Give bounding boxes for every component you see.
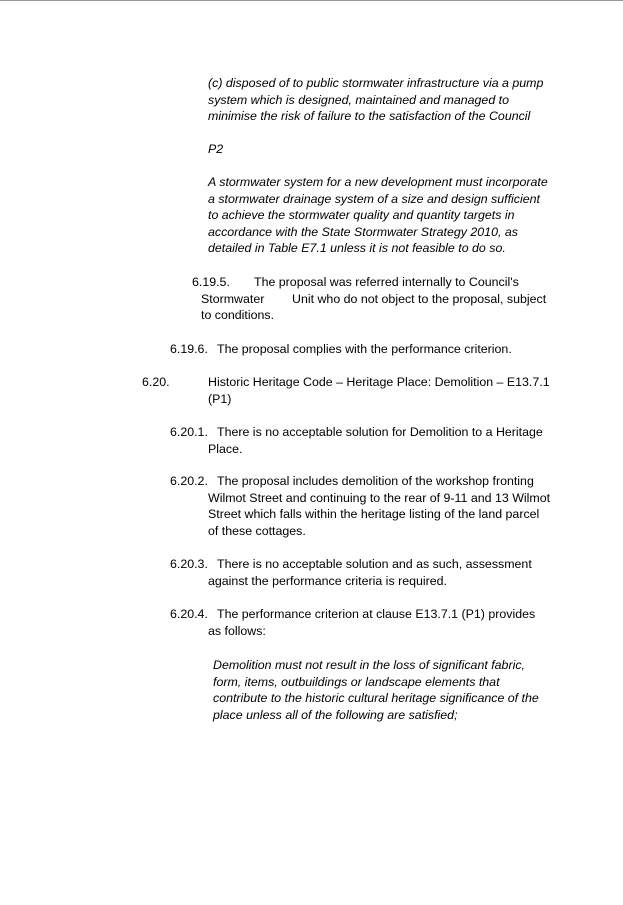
paragraph-6-20-4 bbox=[0, 606, 623, 640]
paragraph-line: as follows: bbox=[208, 623, 266, 638]
quote-line: place unless all of the following are satisfied; bbox=[213, 707, 458, 722]
paragraph-6-19-5 bbox=[0, 274, 623, 324]
quote-line: form, items, outbuildings or landscape elements that bbox=[213, 674, 500, 689]
paragraph-line: Street which falls within the heritage listing of the land parcel bbox=[208, 507, 540, 521]
paragraph-number: 6.19.5. bbox=[192, 275, 230, 289]
section-6-20 bbox=[0, 374, 623, 408]
paragraph-number: 6.20.4. bbox=[170, 607, 208, 621]
paragraph-line: The proposal was referred internally to Council's bbox=[254, 275, 519, 289]
quote-line: minimise the risk of failure to the satisfaction of the Council bbox=[208, 109, 531, 123]
quote-p2-text bbox=[208, 174, 548, 257]
paragraph-line: Place. bbox=[208, 441, 243, 456]
paragraph-number: 6.20.1. bbox=[170, 425, 208, 439]
paragraph-number: 6.20.3. bbox=[170, 557, 208, 571]
paragraph-line: The proposal includes demolition of the workshop fronting bbox=[217, 474, 534, 488]
page-top-border bbox=[0, 0, 623, 1]
section-title-cont: (P1) bbox=[208, 391, 232, 406]
paragraph-6-19-6 bbox=[0, 341, 623, 359]
paragraph-line: The performance criterion at clause E13.7.1 (P1) provides bbox=[217, 607, 536, 621]
quote-p2-label: P2 bbox=[208, 142, 224, 156]
section-number: 6.20. bbox=[142, 375, 170, 389]
quote-line: system which is designed, maintained and managed to bbox=[208, 92, 509, 107]
quote-line: A stormwater system for a new development must incorporate bbox=[208, 175, 548, 189]
paragraph-word: Stormwater bbox=[201, 291, 265, 306]
paragraph-6-20-2 bbox=[0, 473, 623, 540]
quote-line: Demolition must not result in the loss of significant fabric, bbox=[213, 658, 525, 672]
paragraph-line: of these cottages. bbox=[208, 523, 306, 538]
quote-clause-c bbox=[208, 75, 543, 125]
paragraph-6-20-3 bbox=[0, 556, 623, 590]
paragraph-line: to conditions. bbox=[201, 308, 275, 322]
section-title: Historic Heritage Code – Heritage Place: Demolition – E13.7.1 bbox=[208, 375, 550, 389]
quote-line: accordance with the State Stormwater Strategy 2010, as bbox=[208, 224, 518, 239]
paragraph-number: 6.19.6. bbox=[170, 342, 208, 356]
quote-line: contribute to the historic cultural heritage significance of the bbox=[213, 691, 539, 705]
paragraph-line: There is no acceptable solution for Demolition to a Heritage bbox=[217, 425, 543, 439]
paragraph-line: against the performance criteria is required. bbox=[208, 573, 447, 588]
quote-line: detailed in Table E7.1 unless it is not feasible to do so. bbox=[208, 241, 506, 255]
paragraph-line: Unit who do not object to the proposal, subject bbox=[292, 291, 547, 306]
paragraph-text: The proposal complies with the performance criterion. bbox=[217, 342, 512, 356]
paragraph-6-20-1 bbox=[0, 424, 623, 458]
paragraph-number: 6.20.2. bbox=[170, 474, 208, 488]
paragraph-line: Wilmot Street and continuing to the rear of 9-11 and 13 Wilmot bbox=[208, 490, 551, 505]
quote-line: a stormwater drainage system of a size and design sufficient bbox=[208, 191, 540, 206]
quote-demolition bbox=[213, 657, 539, 723]
quote-line: to achieve the stormwater quality and quantity targets in bbox=[208, 208, 515, 222]
quote-line: (c) disposed of to public stormwater infrastructure via a pump bbox=[208, 76, 544, 90]
paragraph-line: There is no acceptable solution and as such, assessment bbox=[217, 557, 532, 571]
